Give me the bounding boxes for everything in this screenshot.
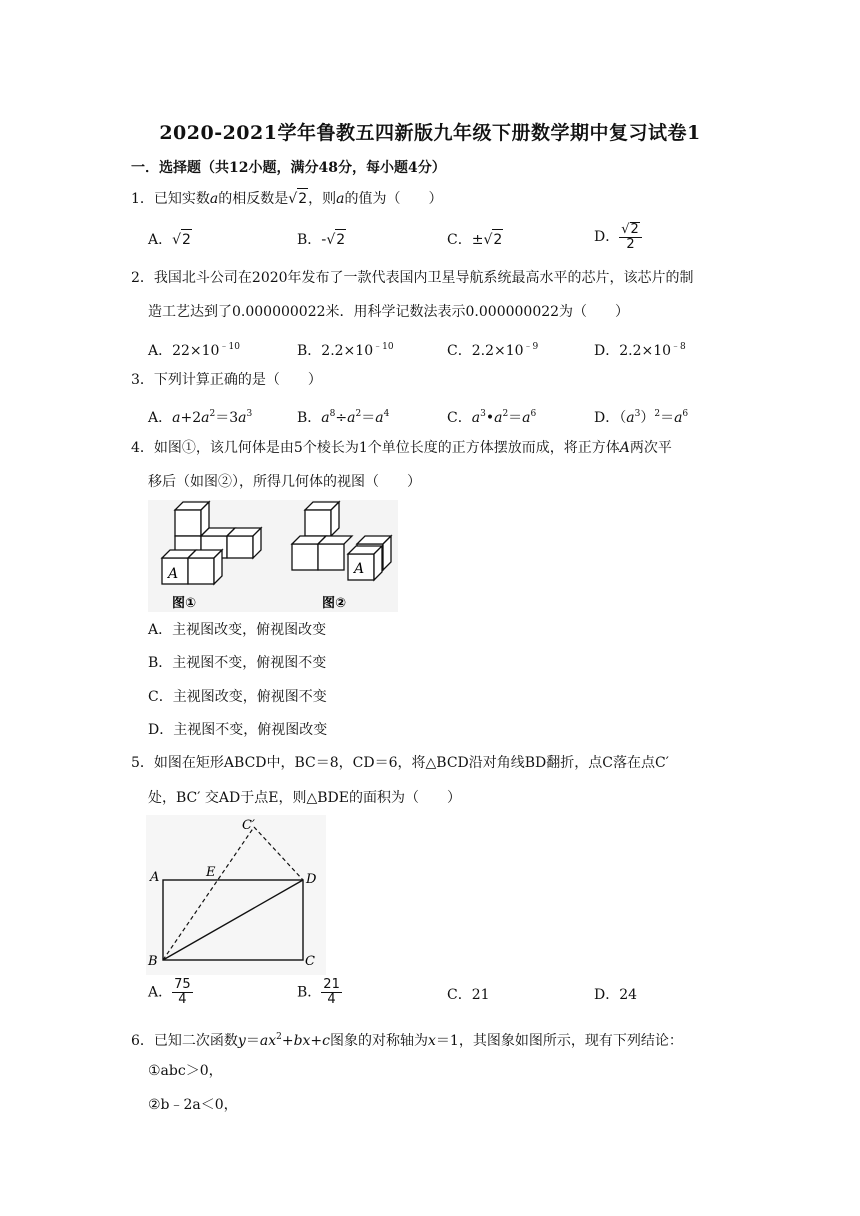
q3-option-c: C．$a^3•a^2=a^6$ [447, 409, 537, 426]
cube-label-a-fig2: A [354, 561, 365, 577]
q1-option-d: D． $\frac{√2}{2}$ [594, 222, 642, 252]
point-d-label: D [306, 872, 317, 887]
q3-option-a: A．$a+2a^2=3a^3$ [148, 409, 253, 426]
question-5-line1: 5．如图在矩形ABCD中，BC＝8，CD＝6，将△BCD沿对角线BD翻折，点C落在点C′ [131, 755, 669, 771]
q5-option-b: B． $\frac{21}{4}$ [297, 977, 340, 1007]
q2-option-a: A．$22\times 10^{﹣10}$ [148, 342, 240, 359]
q2-option-b: B．$2.2\times 10^{﹣10}$ [297, 342, 394, 359]
q3-option-b: B．$a^8\div a^2=a^4$ [297, 409, 390, 426]
q1-option-c: C．±√2 [447, 229, 503, 250]
figure-1-label: 图① [172, 596, 197, 611]
question-1-stem: 1．已知实数a的相反数是√2，则a的值为（ ） [131, 188, 442, 209]
point-a-label: A [150, 870, 160, 885]
q4-option-a: A．主视图改变，俯视图改变 [148, 622, 327, 638]
q1-option-a: A．√2 [148, 229, 192, 250]
q5-option-d: D．24 [594, 987, 638, 1003]
question-3-stem: 3．下列计算正确的是（ ） [131, 372, 322, 388]
sqrt-symbol: √2 [288, 191, 308, 207]
q2-option-c: C．$2.2\times 10^{﹣9}$ [447, 342, 539, 359]
q4-option-c: C．主视图改变，俯视图不变 [148, 689, 327, 705]
point-e-label: E [206, 865, 216, 880]
point-c-label: C [305, 954, 315, 969]
figure-2-label: 图② [322, 596, 347, 611]
q6-conclusion-1: ①abc＞0， [148, 1063, 223, 1079]
question-6-stem: 6．已知二次函数$y=ax^2+bx+c$图象的对称轴为x＝1，其图象如图所示，现有下列结论： [131, 1032, 683, 1049]
q3-option-d: D．$(a^3)^2=a^6$ [594, 409, 689, 426]
q4-option-b: B．主视图不变，俯视图不变 [148, 655, 327, 671]
question-2-line2: 造工艺达到了0.000000022米．用科学记数法表示0.000000022为（ ） [148, 304, 630, 320]
question-2-line1: 2．我国北斗公司在2020年发布了一款代表国内卫星导航系统最高水平的芯片，该芯片的制 [131, 270, 694, 286]
q2-option-d: D．$2.2\times 10^{﹣8}$ [594, 342, 686, 359]
question-4-line1: 4．如图①，该几何体是由5个棱长为1个单位长度的正方体摆放而成，将正方体A两次平 [131, 440, 672, 456]
rectangle-fold-figure [146, 815, 326, 975]
question-5-line2: 处，BC′ 交AD于点E，则△BDE的面积为（ ） [148, 790, 461, 806]
point-b-label: B [148, 954, 158, 969]
q5-option-a: A． $\frac{75}{4}$ [148, 977, 191, 1007]
cube-figures [148, 500, 398, 612]
question-4-line2: 移后（如图②），所得几何体的视图（ ） [148, 474, 421, 490]
q1-option-b: B．-√2 [297, 229, 346, 250]
page-title: 2020-2021学年鲁教五四新版九年级下册数学期中复习试卷1 [159, 122, 701, 144]
q4-option-d: D．主视图不变，俯视图改变 [148, 722, 328, 738]
q5-option-c: C．21 [447, 987, 490, 1003]
section-heading: 一．选择题（共12小题，满分48分，每小题4分） [131, 160, 446, 176]
point-c-prime-label: C′ [242, 818, 255, 833]
cube-label-a-fig1: A [168, 566, 179, 582]
q6-conclusion-2: ②b﹣2a＜0， [148, 1097, 238, 1113]
